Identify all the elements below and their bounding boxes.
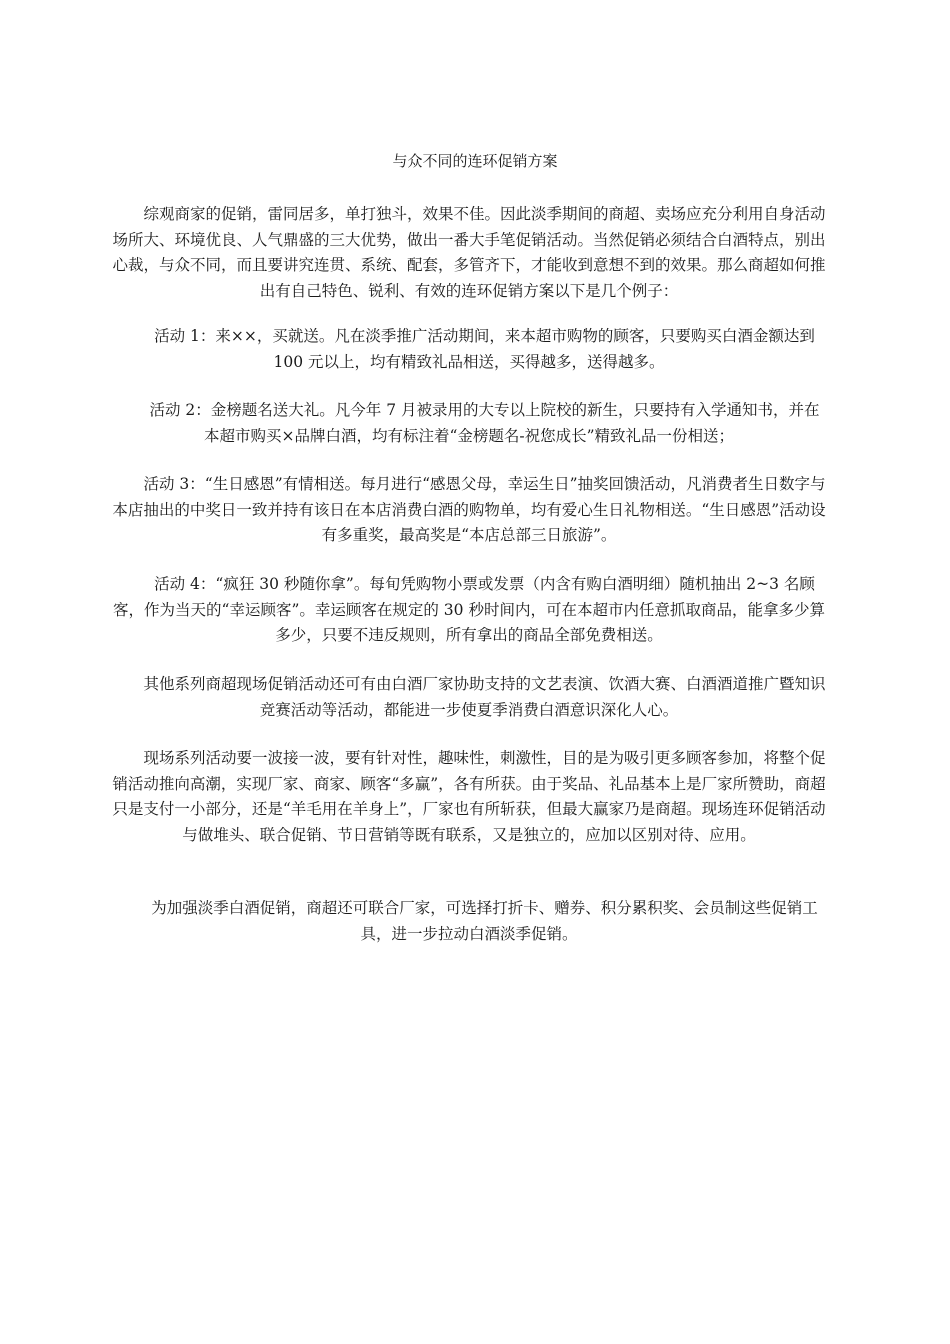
paragraph-activity-2: 活动 2：金榜题名送大礼。凡今年 7 月被录用的大专以上院校的新生，只要持有入学通知书，并在本超市购买×品牌白酒，均有标注着“金榜题名-祝您成长”精致礼品一份相送； [118,401,820,445]
paragraph-activity-1: 活动 1：来××，买就送。凡在淡季推广活动期间，来本超市购物的顾客，只要购买白酒金额达到 100 元以上，均有精致礼品相送，买得越多，送得越多。 [123,327,815,371]
paragraph-conclusion: 为加强淡季白酒促销，商超还可联合厂家，可选择打折卡、赠券、积分累积奖、会员制这些促销工具，进一步拉动白酒淡季促销。 [120,899,818,943]
paragraph-activity-4: 活动 4：“疯狂 30 秒随你拿”。每旬凭购物小票或发票（内含有购白酒明细）随机抽出 2~3 名顾客，作为当天的“幸运顾客”。幸运顾客在规定的 30 秒时间内，可在本超市内任意抓取商品，能拿多少算多少，只要不违反规则，所有拿出的商品全部免费相送。 [113,575,825,644]
paragraph-activity-3: 活动 3：“生日感恩”有情相送。每月进行“感恩父母，幸运生日”抽奖回馈活动，凡消费者生日数字与本店抽出的中奖日一致并持有该日在本店消费白酒的购物单，均有爱心生日礼物相送。“生日感恩”活动设有多重奖，最高奖是“本店总部三日旅游”。 [112,475,826,544]
paragraph-series-activities: 现场系列活动要一波接一波，要有针对性，趣味性，刺激性，目的是为吸引更多顾客参加，将整个促销活动推向高潮，实现厂家、商家、顾客“多赢”，各有所获。由于奖品、礼品基本上是厂家所赞助，商超只是支付一小部分，还是“羊毛用在羊身上”，厂家也有所斩获，但最大赢家乃是商超。现场连环促销活动与做堆头、联合促销、节日营销等既有联系，又是独立的，应加以区别对待、应用。 [112,749,826,844]
document-title: 与众不同的连环促销方案 [392,152,558,170]
paragraph-other-activities: 其他系列商超现场促销活动还可有由白酒厂家协助支持的文艺表演、饮酒大赛、白酒酒道推广暨知识竞赛活动等活动，都能进一步使夏季消费白酒意识深化人心。 [112,675,826,719]
paragraph-intro: 综观商家的促销，雷同居多，单打独斗，效果不佳。因此淡季期间的商超、卖场应充分利用自身活动场所大、环境优良、人气鼎盛的三大优势，做出一番大手笔促销活动。当然促销必须结合白酒特点，别出心裁，与众不同，而且要讲究连贯、系统、配套，多管齐下，才能收到意想不到的效果。那么商超如何推出有自己特色、锐利、有效的连环促销方案以下是几个例子： [112,205,826,300]
